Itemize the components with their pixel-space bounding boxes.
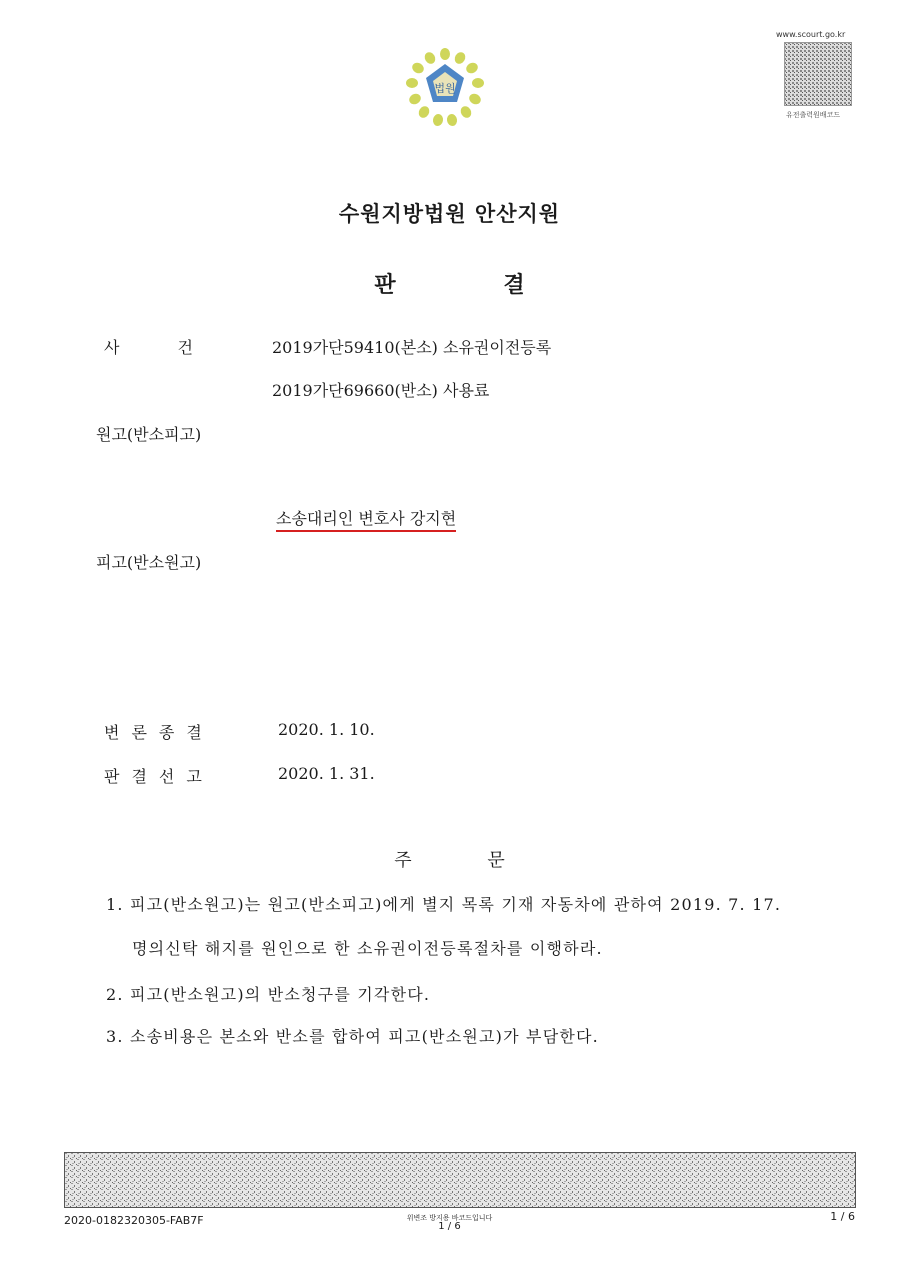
attorney-name: 소송대리인 변호사 강지현 xyxy=(276,509,456,532)
plaintiff-label: 원고(반소피고) xyxy=(96,425,202,444)
court-emblem-icon xyxy=(400,48,490,128)
ruling-date: 2020. 1. 31. xyxy=(278,764,375,783)
page-number-center: 1 / 6 xyxy=(438,1221,461,1232)
qr-url: www.scourt.go.kr xyxy=(776,30,846,39)
page-number: 1 / 6 xyxy=(830,1210,855,1223)
order-title: 주 문 xyxy=(394,850,505,871)
order-item-2: 2. 피고(반소원고)의 반소청구를 기각한다. xyxy=(106,985,431,1004)
barcode-notice: 위변조 방지용 바코드입니다 xyxy=(406,1214,493,1222)
order-item-3: 3. 소송비용은 본소와 반소를 합하여 피고(반소원고)가 부담한다. xyxy=(106,1027,599,1046)
qr-code-icon xyxy=(784,42,852,106)
plaintiff-attorney xyxy=(276,506,456,529)
order-item-1: 1. 피고(반소원고)는 원고(반소피고)에게 별지 목록 기재 자동차에 관하여 2019. 7. 17. xyxy=(106,895,782,914)
closing-label: 변론종결 xyxy=(104,723,214,742)
closing-date: 2020. 1. 10. xyxy=(278,720,375,739)
case-entry-2: 2019가단69660(반소) 사용료 xyxy=(272,381,490,400)
ruling-label: 판결선고 xyxy=(104,767,214,786)
qr-caption: 유전출력원배코드 xyxy=(786,111,841,119)
svg-text:법원: 법원 xyxy=(434,82,456,95)
case-label: 사건 xyxy=(104,338,251,357)
case-entry-1: 2019가단59410(본소) 소유권이전등록 xyxy=(272,338,552,357)
defendant-label: 피고(반소원고) xyxy=(96,553,202,572)
anti-forgery-barcode-icon xyxy=(64,1152,856,1208)
document-type: 판 결 xyxy=(374,273,525,298)
order-item-1-cont: 명의신탁 해지를 원인으로 한 소유권이전등록절차를 이행하라. xyxy=(132,939,603,958)
document-id: 2020-0182320305-FAB7F xyxy=(64,1214,204,1227)
court-name: 수원지방법원 안산지원 xyxy=(338,202,561,226)
